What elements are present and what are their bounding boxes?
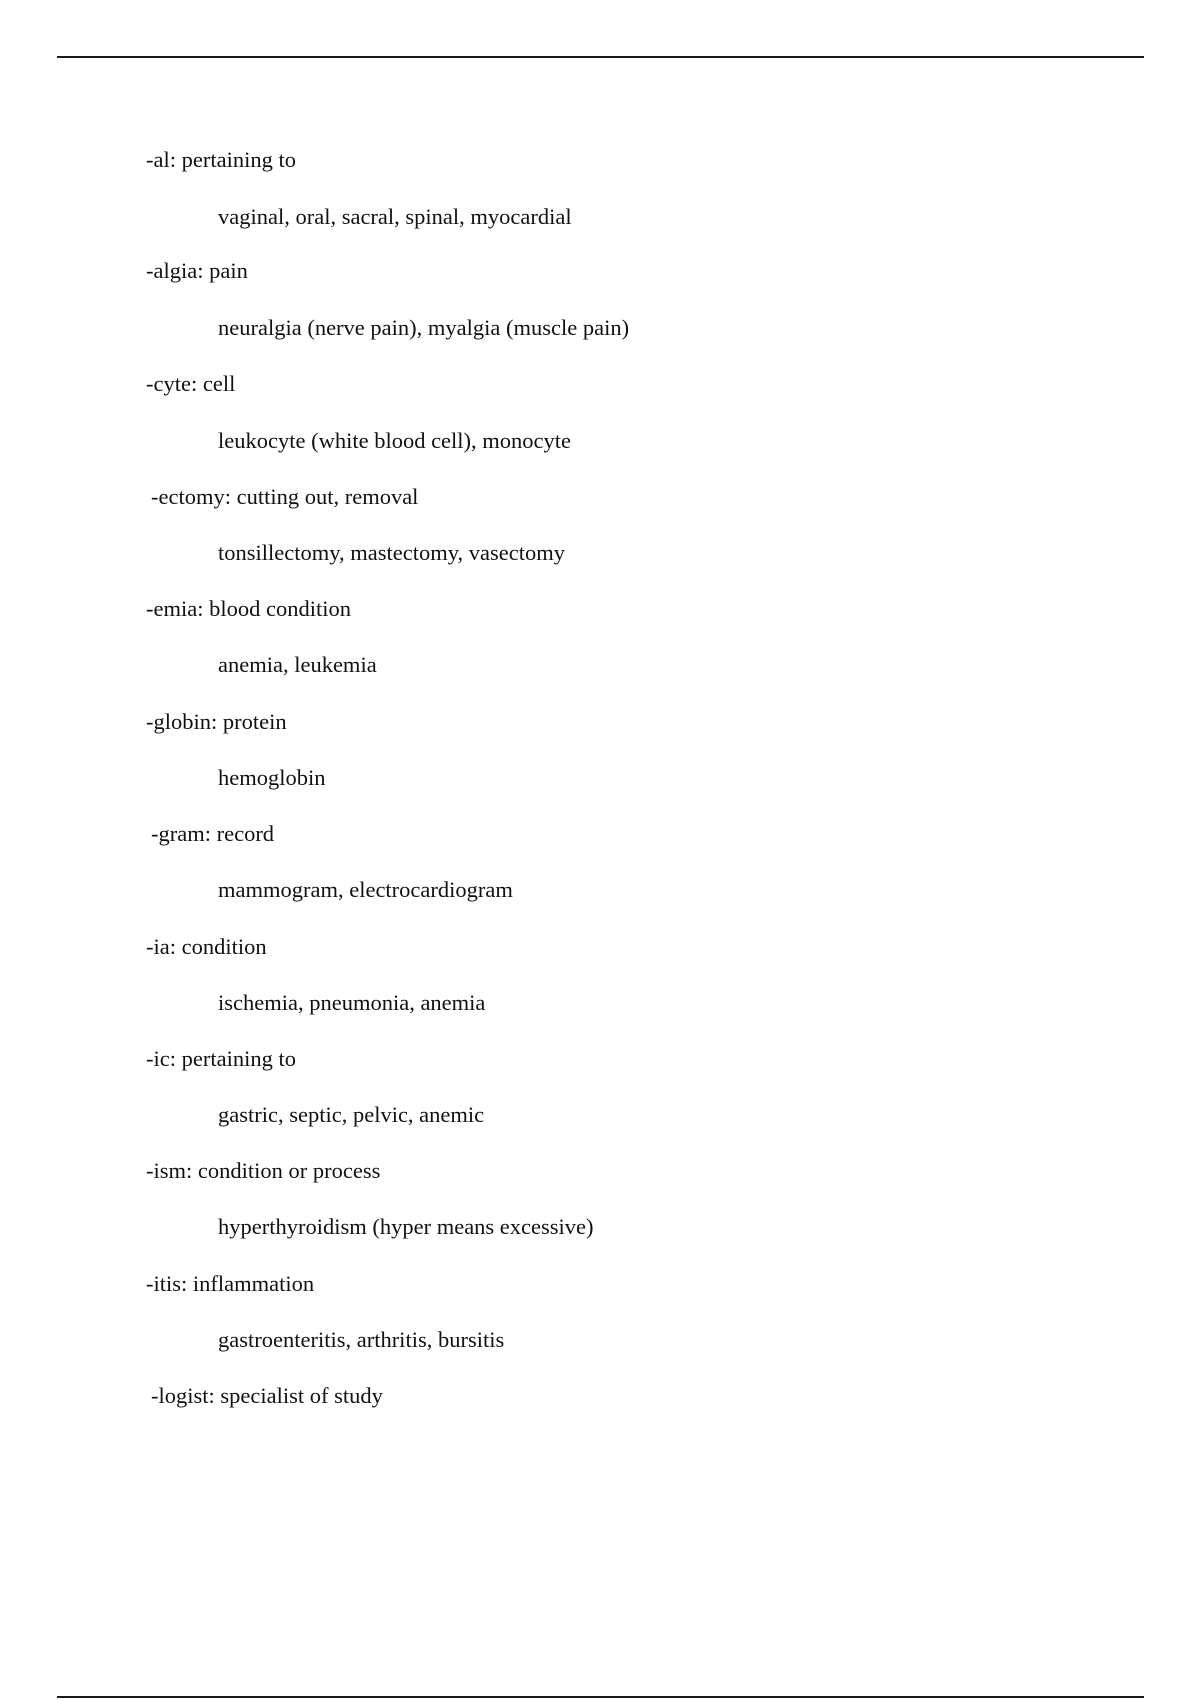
suffix-term: -ia: condition <box>146 934 267 959</box>
suffix-term: -gram: record <box>151 821 275 846</box>
suffix-examples: gastric, septic, pelvic, anemic <box>218 1102 485 1127</box>
suffix-examples: ischemia, pneumonia, anemia <box>218 990 486 1015</box>
suffix-term: -ism: condition or process <box>146 1158 381 1183</box>
suffix-term: -algia: pain <box>146 258 248 283</box>
suffix-term: -ectomy: cutting out, removal <box>151 484 419 509</box>
suffix-examples: tonsillectomy, mastectomy, vasectomy <box>218 540 566 565</box>
suffix-term: -logist: specialist of study <box>151 1383 383 1408</box>
suffix-examples: leukocyte (white blood cell), monocyte <box>218 428 572 453</box>
suffix-examples: gastroenteritis, arthritis, bursitis <box>218 1327 505 1352</box>
suffix-term: -al: pertaining to <box>146 147 296 172</box>
suffix-term: -ic: pertaining to <box>146 1046 296 1071</box>
suffix-term: -globin: protein <box>146 709 287 734</box>
suffix-examples: mammogram, electrocardiogram <box>218 877 513 902</box>
suffix-term: -emia: blood condition <box>146 596 351 621</box>
suffix-examples: vaginal, oral, sacral, spinal, myocardial <box>218 204 572 229</box>
suffix-examples: hemoglobin <box>218 765 326 790</box>
suffix-examples: anemia, leukemia <box>218 652 377 677</box>
footer-rule <box>57 1696 1144 1698</box>
suffix-term: -cyte: cell <box>146 371 236 396</box>
suffix-examples: hyperthyroidism (hyper means excessive) <box>218 1214 594 1239</box>
suffix-examples: neuralgia (nerve pain), myalgia (muscle pain) <box>218 315 630 340</box>
suffix-term: -itis: inflammation <box>146 1271 315 1296</box>
header-rule <box>57 56 1144 58</box>
